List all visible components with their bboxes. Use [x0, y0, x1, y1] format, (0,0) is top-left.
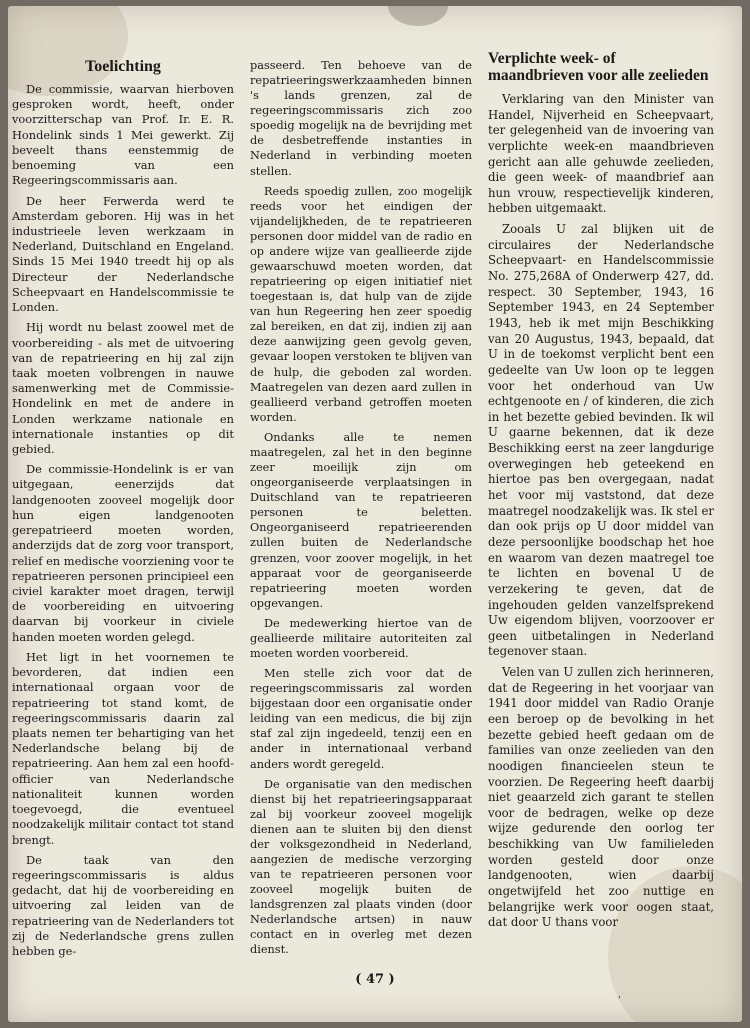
page-number: ( 47 ): [355, 972, 395, 987]
paragraph: De organisatie van den medischen dienst bij het repatrieeringsapparaat zal bij voorkeur zooveel mogelijk dienen aan te sluiten bij den dienst der volksgezondheid in Nederland, aangezien de medische verzorging van te repatrieeren personen voor zooveel mogelijk buiten de landsgrenzen zal plaats vinden (door Nederlandsche artsen) in nauw contact en in overleg met dezen dienst.: [250, 777, 472, 957]
paragraph: De taak van den regeeringscommissaris is aldus gedacht, dat hij de voorbereiding en uitvoering zal leiden van de repatrieering van de Nederlanders tot zij de Nederlandsche grens zullen hebben ge-: [12, 852, 234, 959]
paragraph: Het ligt in het voornemen te bevorderen, dat indien een internationaal orgaan voor de repatrieering tot stand komt, de regeeringscommissaris daarin zal plaats nemen ter behartiging van het Nederlandsche belang bij de repatrieering. Aan hem zal een hoofd-officier van Nederlandsche nationaliteit kunnen worden toegevoegd, die eventueel noodzakelijk militair contact tot stand brengt.: [12, 649, 234, 847]
paragraph: Ondanks alle te nemen maatregelen, zal het in den beginne zeer moeilijk zijn om ongeorganiseerde verplaatsingen in Duitschland van te repatrieeren personen te beletten. Ongeorganiseerd repatrieerenden zullen buiten de Nederlandsche grenzen, voor zoover mogelijk, in het apparaat voor de georganiseerde repatrieering moeten worden opgevangen.: [250, 430, 472, 610]
column-left: [12, 58, 234, 964]
paragraph: De heer Ferwerda werd te Amsterdam geboren. Hij was in het industrieele leven werkzaam in Nederland, Duitschland en Engeland. Sinds 15 Mei 1940 treedt hij op als Directeur der Nederlandsche Scheepvaart en Handelscommissie te Londen.: [12, 193, 234, 315]
section-heading-toelichting: Toelichting: [85, 58, 161, 75]
paragraph: Zooals U zal blijken uit de circulaires der Nederlandsche Scheepvaart- en Handelscommissie No. 275,268A of Onderwerp 427, dd. respect. 30 September, 1943, 16 September 1943, en 24 September 1943, heb ik met mijn Beschikking van 20 Augustus, 1943, bepaald, dat U in de toekomst verplicht bent een gedeelte van Uw loon op te leggen voor het onderhoud van Uw echtgenoote en / of kinderen, die zich in het bezette gebied bevinden. Ik wil U gaarne bekennen, dat ik deze Beschikking eerst na zeer langdurige overwegingen heb geteekend en hiertoe pas ben overgegaan, nadat het voor mij vaststond, dat deze maatregel noodzakelijk was. Ik stel er dan ook prijs op U door middel van deze persoonlijke boodschap het hoe en waarom van dezen maatregel toe te lichten en bovenal U de verzekering te geven, dat de ingehouden gelden vanzelfsprekend Uw eigendom blijven, voorzoover er geen uitbetalingen in Nederland tegenover staan.: [488, 222, 714, 659]
column-right: [488, 50, 714, 936]
paragraph: Hij wordt nu belast zoowel met de voorbereiding - als met de uitvoering van de repatrieering en hij zal zijn taak moeten volbrengen in nauwe samenwerking met de Commissie-Hondelink en met de andere in Londen werkzame nationale en internationale instanties op dit gebied.: [12, 320, 234, 457]
section-heading-zeelieden: Verplichte week- of maandbrieven voor alle zeelieden: [488, 50, 709, 84]
paragraph-continuation: passeerd. Ten behoeve van de repatrieeringswerkzaamheden binnen 's lands grenzen, zal de regeeringscommissaris zich zoo spoedig mogelijk na de bevrijding met de desbetreffende instanties in Nederland in verbinding moeten stellen.: [250, 59, 472, 178]
paragraph: De commissie, waarvan hierboven gesproken wordt, heeft, onder voorzitterschap van Prof. Ir. E. R. Hondelink sinds 1 Mei gewerkt. Zij beveelt thans eenstemmig de benoeming van een Regeeringscommissaris aan.: [12, 82, 234, 188]
paper-tear: [388, 6, 448, 26]
paragraph: Velen van U zullen zich herinneren, dat de Regeering in het voorjaar van 1941 door middel van Radio Oranje een beroep op de bevolking in het bezette gebied heeft gedaan om de families van onze zeelieden van den noodigen financieelen steun te voorzien. De Regeering heeft daarbij niet geaarzeld zich garant te stellen voor de bedragen, welke op deze wijze gedurende den oorlog ter beschikking van Uw familieleden worden gesteld door onze landgenooten, wien daarbij ongetwijfeld het zoo nuttige en belangrijke werk voor oogen staat, dat door U thans voor: [488, 665, 714, 930]
newspaper-page: [8, 6, 742, 1022]
paragraph: De commissie-Hondelink is er van uitgegaan, eenerzijds dat landgenooten zooveel mogelijk door hun eigen landgenooten gerepatrieerd moeten worden, anderzijds dat de zorg voor transport, relief en medische voorziening voor te repatrieeren personen principieel een civiel karakter moet dragen, terwijl de voorbereiding en uitvoering daarvan bij voorkeur in civiele handen moeten worden gelegd.: [12, 462, 234, 644]
paragraph: Men stelle zich voor dat de regeeringscommissaris zal worden bijgestaan door een organisatie onder leiding van een medicus, die bij zijn staf zal zijn ingedeeld, tenzij een en ander in internationaal verband anders wordt geregeld.: [250, 667, 472, 771]
paragraph: De medewerking hiertoe van de geallieerde militaire autoriteiten zal moeten worden voorbereid.: [250, 616, 472, 660]
stray-mark: ,: [618, 989, 622, 1000]
paragraph: Reeds spoedig zullen, zoo mogelijk reeds voor het eindigen der vijandelijkheden, de te repatrieeren personen door middel van de radio en op andere wijze van geallieerde zijde gewaarschuwd moeten worden, dat repatrieering op eigen initiatief niet toegestaan is, dat hulp van de zijde van hun Regeering hen zeer spoedig zal bereiken, en dat zij, indien zij aan deze aanwijzing geen gevolg geven, gevaar loopen verstoken te blijven van de hulp, die geboden zal worden. Maatregelen van dezen aard zullen in geallieerd verband getroffen moeten worden.: [250, 184, 472, 424]
paragraph: Verklaring van den Minister van Handel, Nijverheid en Scheepvaart, ter gelegenheid van de invoering van verplichte week-en maandbrieven gericht aan alle gehuwde zeelieden, die geen week- of maandbrief aan hun vrouw, respectievelijk kinderen, hebben uitgemaakt.: [488, 92, 714, 216]
column-middle: [250, 58, 472, 963]
